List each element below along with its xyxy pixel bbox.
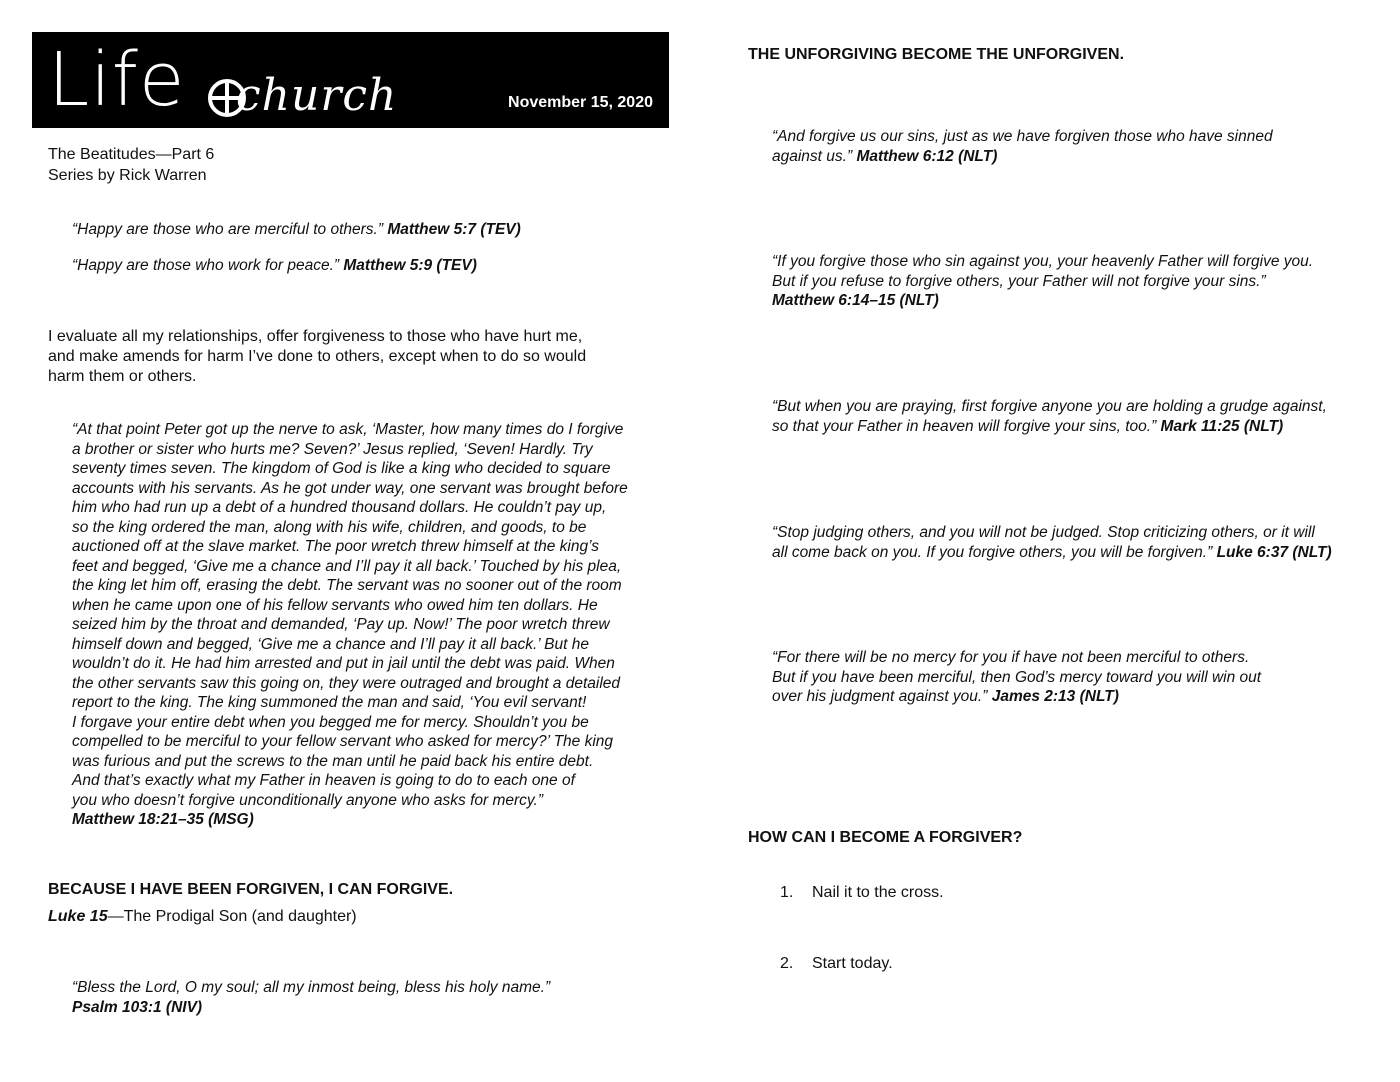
verse-reference: Luke 6:37 (NLT) (1216, 543, 1332, 561)
verse-reference: Matthew 6:14–15 (NLT) (772, 292, 939, 309)
parable-line: report to the king. The king summoned the man and said, ‘You evil servant! (72, 694, 587, 711)
psalm-text: “Bless the Lord, O my soul; all my inmost being, bless his holy name.” (72, 979, 551, 996)
parable-line: seized him by the throat and demanded, ‘Pay up. Now!’ The poor wretch threw (72, 616, 610, 633)
parable-line: himself down and begged, ‘Give me a chance and I’ll pay it all back.’ But he (72, 635, 589, 653)
header-banner (32, 32, 669, 128)
parable-line: compelled to be merciful to your fellow servant who asked for mercy?’ The king (72, 733, 614, 750)
verse-james-2-13 (772, 648, 1261, 707)
commitment-paragraph (48, 327, 586, 387)
verse-reference: James 2:13 (NLT) (991, 688, 1119, 705)
parable-line: wouldn’t do it. He had him arrested and put in jail until the debt was paid. When (72, 655, 615, 672)
heading-forgiven: BECAUSE I HAVE BEEN FORGIVEN, I CAN FORGIVE. (48, 881, 454, 898)
verse-reference: Matthew 6:12 (NLT) (856, 147, 998, 165)
verse-matthew-6-12 (772, 127, 1273, 166)
parable-line: I forgave your entire debt when you begged me for mercy. Shouldn’t you be (72, 713, 589, 731)
list-item-text: Nail it to the cross. (812, 884, 944, 901)
sermon-info (48, 145, 214, 186)
parable-line: auctioned off at the slave market. The poor wretch threw himself at the king’s (72, 538, 599, 555)
parable-line: a brother or sister who hurts me? Seven?’ Jesus replied, ‘Seven! Hardly. Try (72, 440, 593, 458)
parable-line: accounts with his servants. As he got under way, one servant was brought before (72, 479, 628, 497)
verse-matthew-6-14-15 (772, 252, 1313, 311)
verse-line: “If you forgive those who sin against you, your heavenly Father will forgive you. (772, 253, 1314, 270)
commitment-line: and make amends for harm I’ve done to others, except when to do so would (48, 348, 587, 365)
luke-15-note: Luke 15—The Prodigal Son (and daughter) (48, 908, 357, 925)
list-item-number: 1. (780, 884, 794, 901)
bulletin-date: November 15, 2020 (508, 94, 653, 111)
parable-line: And that’s exactly what my Father in heaven is going to do to each one of (72, 772, 575, 789)
parable-line: you who doesn’t forgive unconditionally anyone who asks for mercy.” (72, 791, 543, 809)
parable-line: the king let him off, erasing the debt. The servant was no sooner out of the room (72, 577, 622, 594)
verse-line: against us.” (772, 147, 857, 165)
parable-line: feet and begged, ‘Give me a chance and I’ll pay it all back.’ Touched by his plea, (72, 557, 622, 575)
verse-line: so that your Father in heaven will forgive your sins, too.” (772, 417, 1161, 435)
list-item-number: 2. (780, 955, 794, 972)
commitment-line: I evaluate all my relationships, offer forgiveness to those who have hurt me, (48, 328, 583, 345)
commitment-line: harm them or others. (48, 368, 197, 385)
verse-line: But if you refuse to forgive others, your Father will not forgive your sins.” (772, 272, 1266, 290)
logo-life-text: Life (48, 37, 186, 123)
verse-mark-11-25 (772, 397, 1327, 436)
psalm-reference: Psalm 103:1 (NIV) (72, 998, 203, 1016)
parable-line: so the king ordered the man, along with his wife, children, and goods, to be (72, 518, 587, 536)
sermon-title: The Beatitudes—Part 6 (48, 146, 215, 163)
verse-matthew-5-9: “Happy are those who work for peace.” Matthew 5:9 (TEV) (72, 257, 477, 274)
verse-reference: Mark 11:25 (NLT) (1160, 417, 1284, 435)
parable-line: “At that point Peter got up the nerve to ask, ‘Master, how many times do I forgive (72, 421, 624, 438)
list-item-text: Start today. (812, 955, 893, 972)
verse-psalm-103 (72, 978, 550, 1017)
verse-line: over his judgment against you.” (772, 688, 992, 705)
parable-line: was furious and put the screws to the man until he paid back his entire debt. (72, 752, 594, 770)
parable-line: the other servants saw this going on, they were outraged and brought a detailed (72, 674, 621, 692)
parable-line: him who had run up a debt of a hundred thousand dollars. He couldn’t pay up, (72, 499, 607, 516)
verse-line: “For there will be no mercy for you if have not been merciful to others. (772, 649, 1250, 666)
verse-line: “But when you are praying, first forgive anyone you are holding a grudge against, (772, 398, 1327, 415)
parable-line: seventy times seven. The kingdom of God is like a king who decided to square (72, 460, 611, 477)
verse-line: But if you have been merciful, then God’s mercy toward you will win out (772, 668, 1262, 686)
verse-line: “And forgive us our sins, just as we have forgiven those who have sinned (772, 128, 1273, 145)
list-item (780, 954, 893, 974)
heading-unforgiving: THE UNFORGIVING BECOME THE UNFORGIVEN. (748, 46, 1125, 63)
logo-church-text: church (236, 70, 398, 121)
parable-line: when he came upon one of his fellow servants who owed him ten dollars. He (72, 596, 598, 614)
verse-matthew-5-7: “Happy are those who are merciful to others.” Matthew 5:7 (TEV) (72, 221, 521, 238)
verse-luke-6-37 (772, 523, 1332, 562)
verse-line: “Stop judging others, and you will not be judged. Stop criticizing others, or it will (772, 524, 1315, 541)
verse-line: all come back on you. If you forgive others, you will be forgiven.” (772, 543, 1217, 561)
list-item (780, 883, 944, 903)
sermon-series: Series by Rick Warren (48, 167, 207, 184)
heading-forgiver: HOW CAN I BECOME A FORGIVER? (748, 829, 1023, 846)
parable-quote (72, 420, 628, 830)
parable-reference: Matthew 18:21–35 (MSG) (72, 811, 254, 828)
